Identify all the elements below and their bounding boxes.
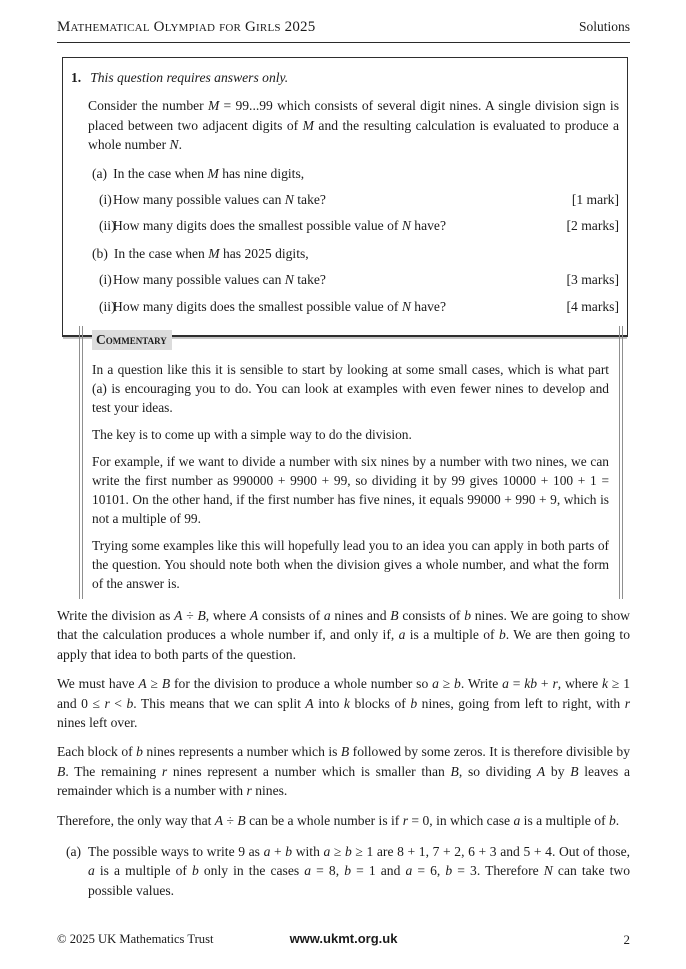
solution-section xyxy=(57,606,630,910)
solution-item-a xyxy=(57,842,630,910)
marks-badge: [3 marks] xyxy=(566,272,619,288)
part-b-text: In the case when M has 2025 digits, xyxy=(113,245,309,261)
page-footer xyxy=(57,929,630,949)
commentary-section xyxy=(79,326,623,599)
question-intro: Consider the number M = 99...99 which consists of several digit nines. A single division sign is placed between two adjacent digits of M and the resulting calculation is evaluated to produce a whole number N. xyxy=(88,98,619,153)
question-part-b-ii xyxy=(99,297,619,316)
marks-badge: [4 marks] xyxy=(566,298,619,314)
footer-copyright: © 2025 UK Mathematics Trust xyxy=(57,932,214,946)
solution-paragraph: Each block of b nines represents a number which is B followed by some zeros. It is therefore divisible by B. The remaining r nines represent a number which is smaller than B, so dividing A by B leaves a remainder which is a number with r nines. xyxy=(57,744,631,799)
part-a-label: (a) xyxy=(92,165,108,181)
subpart-text: How many possible values can N take? xyxy=(113,192,326,208)
commentary-label: Commentary xyxy=(92,330,172,350)
solution-paragraph: Write the division as A ÷ B, where A consists of a nines and B consists of b nines. We are going to show that the calculation produces a whole number if, and only if, a is a multiple of b. We are then going to apply that idea to both parts of the question. xyxy=(57,608,630,662)
header-solutions-label: Solutions xyxy=(578,19,630,34)
solution-item-a-label: (a) xyxy=(66,844,82,860)
footer-page-number: 2 xyxy=(623,932,630,947)
subpart-label: (i) xyxy=(99,272,112,288)
solution-paragraph: We must have A ≥ B for the division to produce a whole number so a ≥ b. Write a = kb + r, where k ≥ 1 and 0 ≤ r < b. This means that we can split A into k blocks of b nines, going from left to right, with r nines left over. xyxy=(57,676,631,731)
question-instruction: This question requires answers only. xyxy=(90,70,289,85)
header-title: Mathematical Olympiad for Girls 2025 xyxy=(57,19,316,35)
commentary-paragraph: For example, if we want to divide a number with six nines by a number with two nines, we can write the first number as 990000 + 9900 + 99, so dividing it by 99 gives 10000 + 100 + 1 = 10101. On the other hand, if the first number has five nines, it equals 99000 + 990 + 9, which is not a multiple of 99. xyxy=(92,454,609,526)
subpart-text: How many digits does the smallest possible value of N have? xyxy=(113,298,446,314)
subpart-text: How many possible values can N take? xyxy=(113,272,326,288)
subpart-label: (ii) xyxy=(99,298,116,314)
subpart-text: How many digits does the smallest possible value of N have? xyxy=(113,218,446,234)
part-a-text: In the case when M has nine digits, xyxy=(113,165,305,181)
commentary-paragraph: In a question like this it is sensible to start by looking at some small cases, which is what part (a) is encouraging you to do. You can look at examples with even fewer nines to develop and test your ideas. xyxy=(92,362,609,415)
question-part-b xyxy=(92,244,619,263)
question-part-a-i xyxy=(99,190,619,209)
marks-badge: [2 marks] xyxy=(566,218,619,234)
commentary-paragraph: Trying some examples like this will hopefully lead you to an idea you can apply in both parts of the question. You should note both when the division gives a whole number, and what the form of the answer is. xyxy=(92,538,609,591)
question-number: 1. xyxy=(71,70,82,85)
question-title-row xyxy=(71,68,619,87)
part-b-label: (b) xyxy=(92,245,108,261)
subpart-label: (ii) xyxy=(99,218,116,234)
marks-badge: [1 mark] xyxy=(571,192,619,208)
question-part-a-ii xyxy=(99,216,619,235)
question-part-b-i xyxy=(99,270,619,289)
question-part-a xyxy=(92,164,619,183)
subpart-label: (i) xyxy=(99,192,112,208)
footer-url: www.ukmt.org.uk xyxy=(289,931,398,946)
solution-paragraph: Therefore, the only way that A ÷ B can be a whole number is if r = 0, in which case a is a multiple of b. xyxy=(57,812,620,828)
question-box xyxy=(62,57,628,337)
solution-item-a-text: The possible ways to write 9 as a + b with a ≥ b ≥ 1 are 8 + 1, 7 + 2, 6 + 3 and 5 + 4. Out of those, a is a multiple of b only in the cases a = 8, b = 1 and a = 6, b = 3. Therefore N can take two possible values. xyxy=(88,844,631,898)
page-header xyxy=(57,17,630,43)
commentary-paragraph: The key is to come up with a simple way to do the division. xyxy=(92,427,412,442)
